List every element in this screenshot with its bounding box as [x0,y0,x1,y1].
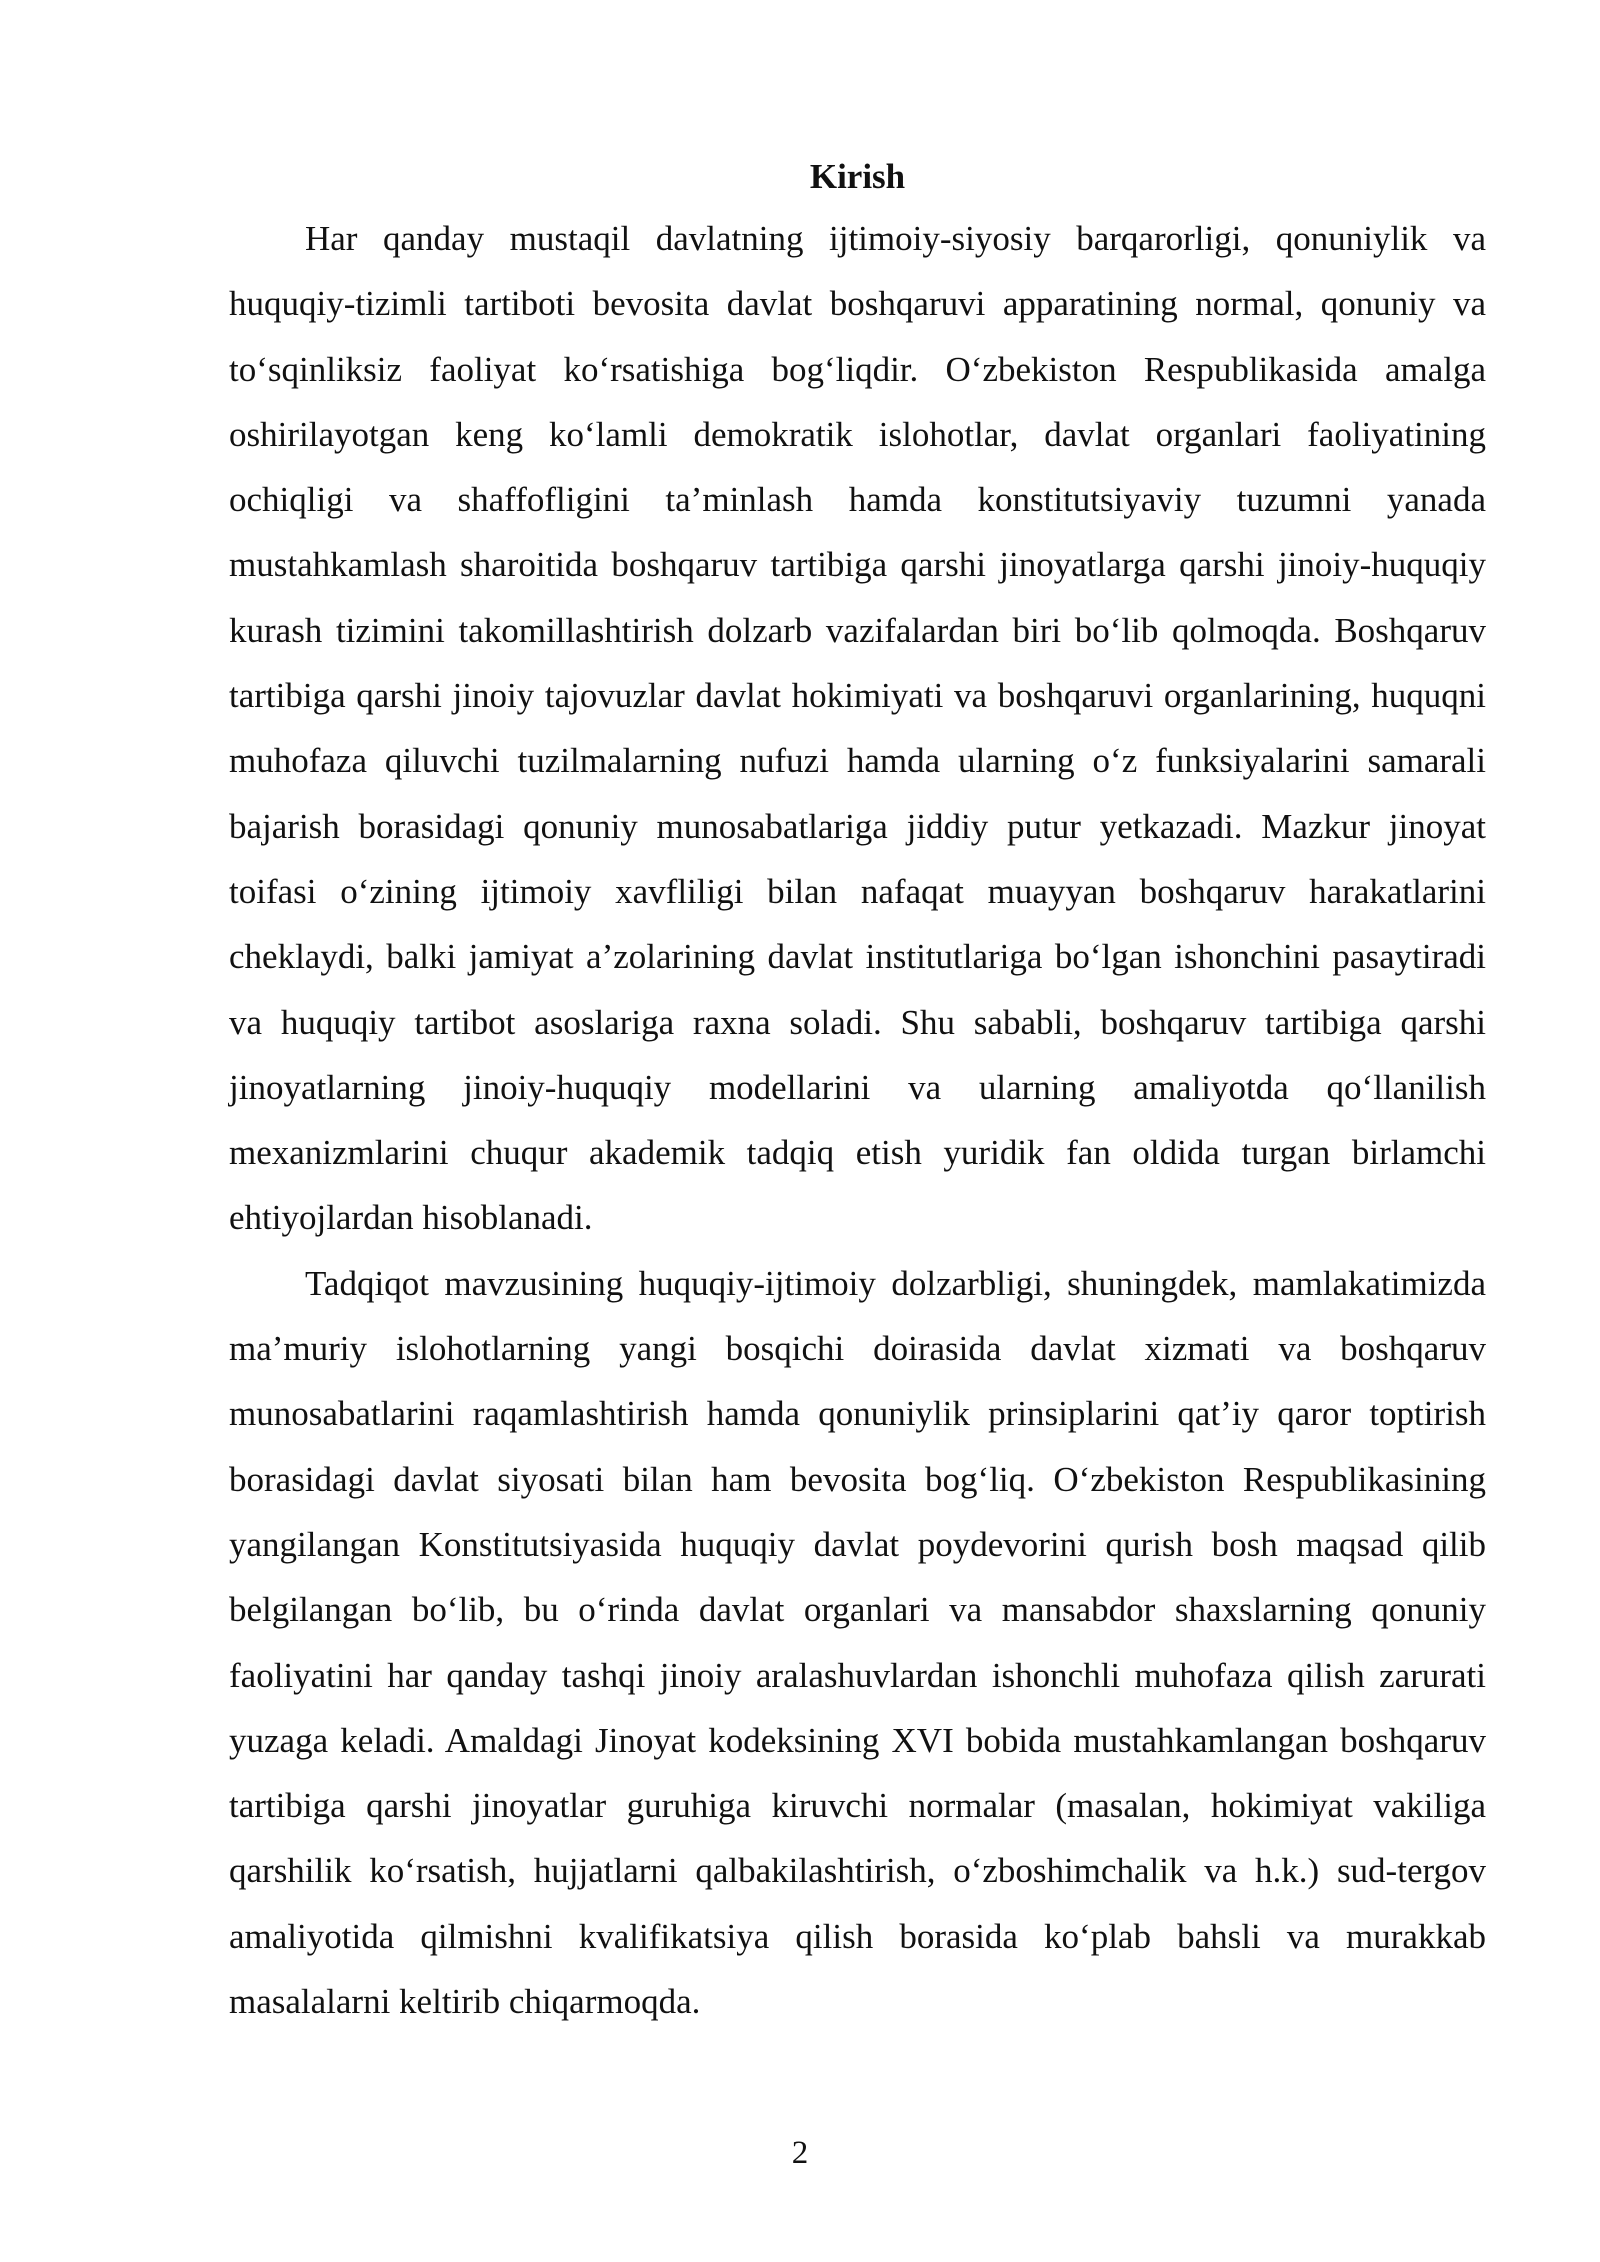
paragraph-2: Tadqiqot mavzusining huquqiy-ijtimoiy dolzarbligi, shuningdek, mamlakatimizda ma’muriy islohotlarning yangi bosqichi doirasida davlat xizmati va boshqaruv munosabatlarini raqamlashtirish hamda qonuniylik prinsiplarini qat’iy qaror toptirish borasidagi davlat siyosati bilan ham bevosita bog‘liq. O‘zbekiston Respublikasining yangilangan Konstitutsiyasida huquqiy davlat poydevorini qurish bosh maqsad qilib belgilangan bo‘lib, bu o‘rinda davlat organlari va mansabdor shaxslarning qonuniy faoliyatini har qanday tashqi jinoiy aralashuvlardan ishonchli muhofaza qilish zarurati yuzaga keladi. Amaldagi Jinoyat kodeksining XVI bobida mustahkamlangan boshqaruv tartibiga qarshi jinoyatlar guruhiga kiruvchi normalar (masalan, hokimiyat vakiliga qarshilik ko‘rsatish, hujjatlarni qalbakilashtirish, o‘zboshimchalik va h.k.) sud-tergov amaliyotida qilmishni kvalifikatsiya qilish borasida ko‘plab bahsli va murakkab masalalarni keltirib chiqarmoqda. [229,1263,1486,2022]
paragraph-1: Har qanday mustaqil davlatning ijtimoiy-siyosiy barqarorligi, qonuniylik va huquqiy-tizimli tartiboti bevosita davlat boshqaruvi apparatining normal, qonuniy va to‘sqinliksiz faoliyat ko‘rsatishiga bog‘liqdir. O‘zbekiston Respublikasida amalga oshirilayotgan keng ko‘lamli demokratik islohotlar, davlat organlari faoliyatining ochiqligi va shaffofligini ta’minlash hamda konstitutsiyaviy tuzumni yanada mustahkamlash sharoitida boshqaruv tartibiga qarshi jinoyatlarga qarshi jinoiy-huquqiy kurash tizimini takomillashtirish dolzarb vazifalardan biri bo‘lib qolmoqda. Boshqaruv tartibiga qarshi jinoiy tajovuzlar davlat hokimiyati va boshqaruvi organlarining, huquqni muhofaza qiluvchi tuzilmalarning nufuzi hamda ularning o‘z funksiyalarini samarali bajarish borasidagi qonuniy munosabatlariga jiddiy putur yetkazadi. Mazkur jinoyat toifasi o‘zining ijtimoiy xavfliligi bilan nafaqat muayyan boshqaruv harakatlarini cheklaydi, balki jamiyat a’zolarining davlat institutlariga bo‘lgan ishonchini pasaytiradi va huquqiy tartibot asoslariga raxna soladi. Shu sababli, boshqaruv tartibiga qarshi jinoyatlarning jinoiy-huquqiy modellarini va ularning amaliyotda qo‘llanilish mexanizmlarini chuqur akademik tadqiq etish yuridik fan oldida turgan birlamchi ehtiyojlardan hisoblanadi. [229,219,1486,1238]
page-number: 2 [791,2135,809,2171]
page-content [229,148,1486,2034]
section-title: Kirish [809,157,906,196]
